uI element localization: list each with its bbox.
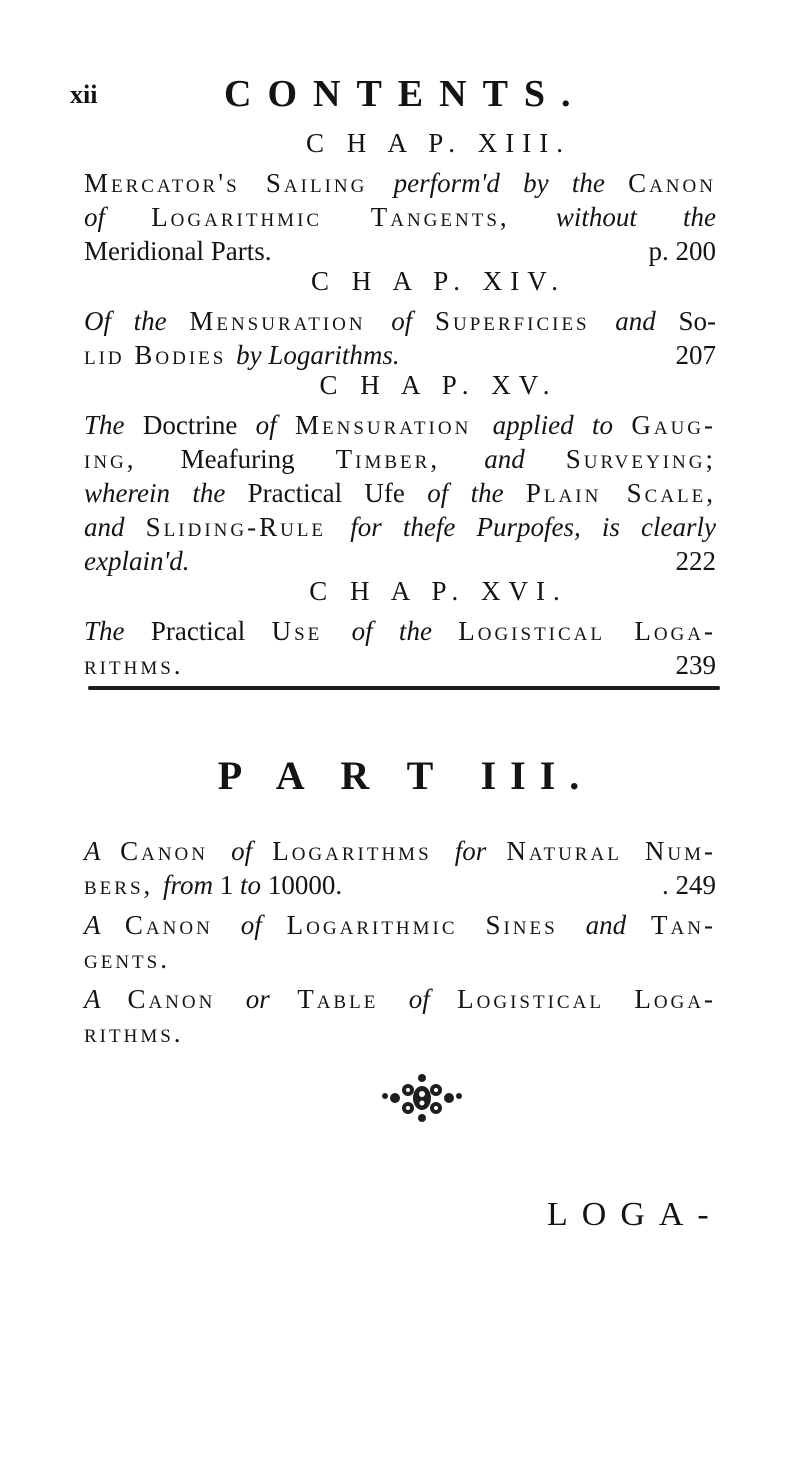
entry-text: Sliding-Rule xyxy=(145,512,351,542)
page-reference: . 249 xyxy=(662,870,716,900)
printers-flower-ornament-icon xyxy=(378,1072,466,1124)
catchword: LOGA- xyxy=(547,1196,723,1233)
entry-text: Logarithmic Sines xyxy=(286,910,586,940)
entry-line xyxy=(84,510,716,544)
entry-text: of xyxy=(84,202,152,232)
entry-line xyxy=(84,234,716,268)
entry-text: Mercator's Sailing xyxy=(84,168,394,198)
entry-text: Meafuring xyxy=(180,444,336,474)
entry-text: lid Bodies xyxy=(84,340,237,370)
entry-line xyxy=(84,982,716,1016)
page-reference: p. 200 xyxy=(648,236,716,266)
entry-text: without the xyxy=(509,202,716,232)
entry-text: and xyxy=(615,306,679,336)
entry-text: and xyxy=(585,910,652,940)
entry-text: of xyxy=(408,984,458,1014)
toc-entry-chapter-xiv xyxy=(84,304,716,372)
entry-text: by Logarithms. xyxy=(236,340,400,370)
entry-text: for xyxy=(454,836,507,866)
entry-text: Canon xyxy=(124,910,241,940)
toc-entry-chapter-xiii xyxy=(84,166,716,268)
entry-text: Timber, xyxy=(335,444,485,474)
entry-text: 1 xyxy=(219,870,241,900)
entry-line xyxy=(84,304,716,338)
entry-text: 10000. xyxy=(267,870,343,900)
entry-text: gents. xyxy=(84,944,170,974)
entry-text: Logarithms xyxy=(272,836,455,866)
entry-text: by the xyxy=(499,168,629,198)
chapter-heading-xv: C H A P. XV. xyxy=(319,370,558,400)
entry-text: A xyxy=(84,836,121,866)
entry-text: applied to xyxy=(492,410,632,440)
entry-text: A xyxy=(84,984,128,1014)
toc-entry-part-iii-logistical-logarithms xyxy=(84,982,716,1050)
page-reference: 239 xyxy=(675,650,716,680)
entry-text: Logistical Loga- xyxy=(458,616,716,646)
chapter-heading-xiii: C H A P. XIII. xyxy=(305,128,572,158)
running-head: CONTENTS. xyxy=(224,73,587,115)
entry-text: The xyxy=(84,616,151,646)
entry-line xyxy=(84,338,716,372)
page-reference: 207 xyxy=(675,340,716,370)
entry-text: of xyxy=(240,910,287,940)
entry-text: of xyxy=(231,836,273,866)
entry-text: or xyxy=(245,984,298,1014)
page-number: xii xyxy=(70,80,98,109)
entry-text: and xyxy=(84,512,146,542)
entry-line xyxy=(84,476,716,510)
entry-text: explain'd. xyxy=(84,546,190,576)
page-reference: 222 xyxy=(675,546,716,576)
entry-text: perform'd xyxy=(393,168,500,198)
entry-text: from xyxy=(163,870,220,900)
toc-entry-chapter-xvi xyxy=(84,614,716,682)
entry-text: Tan- xyxy=(651,910,716,940)
entry-line xyxy=(84,614,716,648)
entry-text: and xyxy=(484,444,566,474)
entry-line xyxy=(84,408,716,442)
entry-text: Use xyxy=(271,616,352,646)
entry-text: ing, xyxy=(84,444,181,474)
entry-text: Mensuration xyxy=(295,410,493,440)
entry-text: of the xyxy=(351,616,459,646)
entry-text: Canon xyxy=(127,984,246,1014)
entry-line xyxy=(84,942,716,976)
chapter-heading-xvi: C H A P. XVI. xyxy=(309,576,568,606)
entry-line xyxy=(84,834,716,868)
entry-text: rithms. xyxy=(84,1018,184,1048)
entry-line xyxy=(84,544,716,578)
entry-line xyxy=(84,1016,716,1050)
entry-text: rithms. xyxy=(84,650,184,680)
toc-entry-part-iii-natural-numbers xyxy=(84,834,716,902)
entry-line xyxy=(84,648,716,682)
entry-text: of xyxy=(391,306,435,336)
entry-text: The xyxy=(84,410,143,440)
entry-text: Meridional Parts. xyxy=(84,236,272,266)
chapter-heading-xiv: C H A P. XIV. xyxy=(310,266,567,296)
entry-text: wherein the xyxy=(84,478,248,508)
toc-entry-chapter-xv xyxy=(84,408,716,578)
entry-text: bers, xyxy=(84,870,164,900)
entry-text: Superficies xyxy=(434,306,616,336)
entry-text: Natural Num- xyxy=(506,836,716,866)
entry-text: Logarithmic Tangents, xyxy=(151,202,510,232)
section-divider-rule xyxy=(88,686,720,690)
entry-text: of xyxy=(255,410,296,440)
entry-text: Table xyxy=(297,984,409,1014)
entry-text: Plain Scale, xyxy=(525,478,717,508)
entry-line xyxy=(84,442,716,476)
entry-line xyxy=(84,200,716,234)
entry-text: Of the xyxy=(84,306,190,336)
entry-text: of the xyxy=(427,478,526,508)
entry-text: Canon xyxy=(120,836,232,866)
entry-text: Practical Ufe xyxy=(247,478,428,508)
entry-text: Gaug- xyxy=(631,410,716,440)
toc-entry-part-iii-sines-tangents xyxy=(84,908,716,976)
part-number: III. xyxy=(480,753,594,798)
entry-text: Canon xyxy=(628,168,716,198)
entry-text: for thefe Purpofes, is clearly xyxy=(350,512,716,542)
entry-line xyxy=(84,868,716,902)
entry-text: Practical xyxy=(150,616,272,646)
entry-text: Logistical Loga- xyxy=(457,984,716,1014)
entry-text: to xyxy=(240,870,268,900)
entry-text: Mensuration xyxy=(189,306,392,336)
entry-line xyxy=(84,908,716,942)
entry-text: So- xyxy=(678,306,716,336)
part-title: P A R T III. xyxy=(217,753,594,798)
entry-line xyxy=(84,166,716,200)
entry-text: Surveying; xyxy=(565,444,716,474)
entry-text: Doctrine xyxy=(142,410,256,440)
entry-text: A xyxy=(84,910,125,940)
